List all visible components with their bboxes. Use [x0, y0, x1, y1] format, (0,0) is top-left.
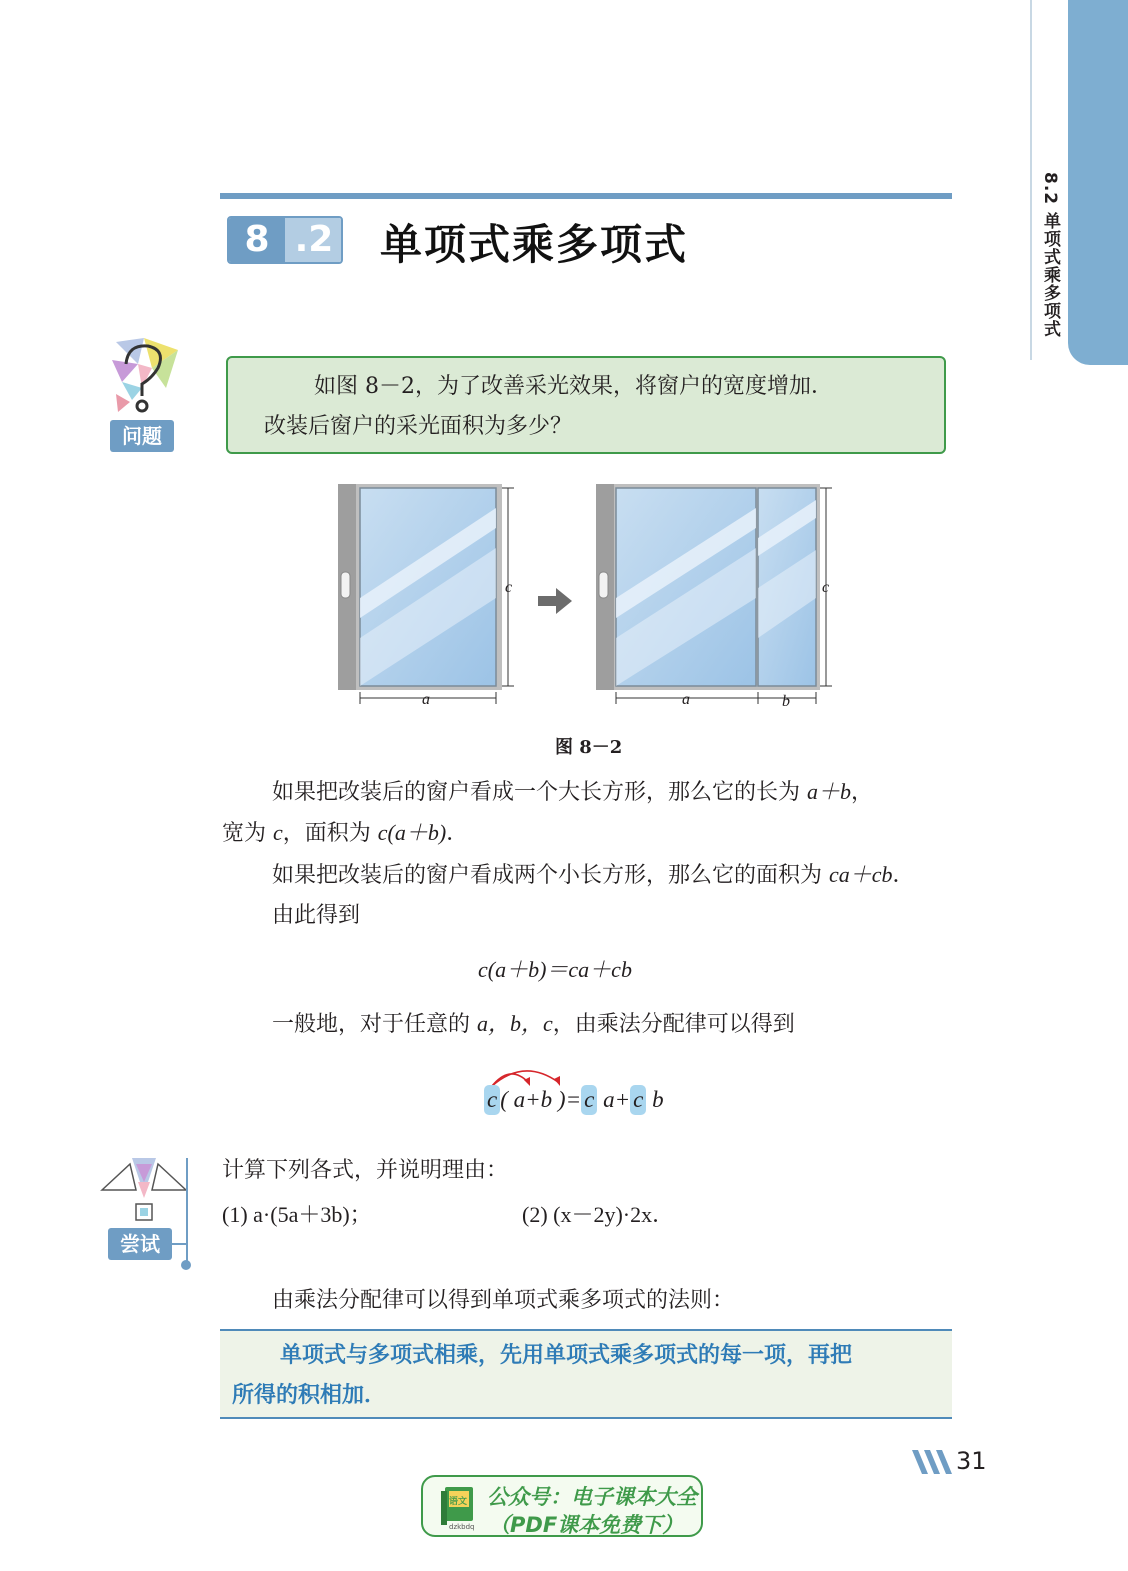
banner-line-1: 公众号：电子课本大全	[487, 1485, 697, 1509]
question-icon	[108, 338, 180, 418]
hl-c2: c	[581, 1085, 597, 1115]
page-marker-icon	[912, 1450, 952, 1474]
paragraph-3: 由此得到	[272, 903, 361, 928]
formula-distributive: c(a＋b)＝ca＋cb	[478, 957, 632, 982]
p1a-math: a＋b	[807, 779, 852, 804]
p1b-text-mid: ，面积为	[282, 821, 378, 846]
banner-line-2: （PDF课本免费下）	[489, 1513, 684, 1537]
side-tab-text: 8.2 单项式乘多项式	[1040, 172, 1060, 339]
paragraph-1a	[272, 777, 873, 808]
paragraph-2	[272, 860, 915, 891]
exercise-item-2: (2) (x－2y)·2x．	[522, 1202, 675, 1227]
try-vertical-rule	[186, 1158, 188, 1262]
try-connector	[172, 1243, 188, 1245]
rule-line-1: 单项式与多项式相乘，先用单项式乘多项式的每一项，再把	[280, 1343, 853, 1368]
f2-b2: b	[652, 1087, 664, 1112]
book-icon-text: 语文	[449, 1497, 468, 1507]
label-a-right: a	[682, 691, 690, 708]
p1b-math: c(a＋b)	[377, 820, 447, 845]
side-divider	[1030, 0, 1032, 360]
p4-text-post: ，由乘法分配律可以得到	[552, 1012, 795, 1037]
p1a-punct: ，	[851, 780, 874, 805]
p1b-punct: ．	[446, 821, 469, 846]
page-number: 31	[956, 1447, 987, 1475]
footer-banner	[421, 1475, 703, 1537]
f2-plus1: +	[525, 1087, 541, 1112]
label-c-left: c	[505, 579, 513, 596]
window-enlarged	[596, 484, 820, 690]
f2-open: (	[500, 1087, 508, 1112]
question-badge: 问题	[110, 420, 174, 452]
f2-plus2: +	[614, 1087, 631, 1112]
paragraph-4	[272, 1009, 795, 1040]
label-c-right: c	[822, 579, 830, 596]
book-icon	[435, 1483, 483, 1531]
p2-text: 如果把改装后的窗户看成两个小长方形，那么它的面积为	[272, 863, 829, 888]
p4-vars: a，b，c	[477, 1011, 553, 1036]
try-icon	[100, 1154, 190, 1224]
question-box	[226, 356, 946, 454]
p4-text: 一般地，对于任意的	[272, 1012, 477, 1037]
paragraph-5: 由乘法分配律可以得到单项式乘多项式的法则：	[272, 1288, 735, 1313]
f2-b: b	[540, 1087, 553, 1112]
question-line-2: 改装后窗户的采光面积为多少？	[264, 414, 573, 439]
paragraph-1b	[222, 818, 468, 849]
try-badge: 尝试	[108, 1228, 172, 1260]
try-rule-dot	[181, 1260, 191, 1270]
window-original	[338, 484, 502, 690]
section-number	[227, 216, 343, 264]
rule-box	[220, 1329, 952, 1419]
p1b-text: 宽为	[222, 821, 273, 846]
section-title: 单项式乘多项式	[380, 220, 689, 269]
label-b-right: b	[782, 693, 790, 710]
exercise-item-1: (1) a·(5a＋3b)；	[222, 1202, 372, 1227]
section-number-major: 8	[229, 218, 285, 262]
figure-caption: 图 8－2	[555, 737, 623, 758]
arrow-right-icon	[538, 588, 572, 614]
section-number-minor: .2	[285, 218, 343, 262]
header-rule	[220, 193, 952, 199]
hl-c1: c	[484, 1085, 500, 1115]
hl-c3: c	[630, 1085, 646, 1115]
formula-highlighted	[484, 1085, 664, 1115]
p2-math: ca＋cb	[829, 862, 893, 887]
f2-a: a	[513, 1087, 526, 1112]
question-line-1: 如图 8－2，为了改善采光效果，将窗户的宽度增加．	[314, 374, 833, 399]
exercise-intro: 计算下列各式，并说明理由：	[222, 1158, 509, 1183]
chapter-side-tab	[1068, 0, 1128, 365]
p2-punct: ．	[892, 863, 915, 888]
p1b-var: c	[273, 820, 283, 845]
window-figure	[330, 478, 840, 714]
f2-a2: a	[603, 1087, 615, 1112]
book-icon-subtext: dzkbdq	[449, 1523, 475, 1531]
p1a-text: 如果把改装后的窗户看成一个大长方形，那么它的长为	[272, 780, 807, 805]
label-a-left: a	[422, 691, 430, 708]
f2-close-eq: )=	[557, 1087, 582, 1112]
rule-line-2: 所得的积相加．	[232, 1383, 387, 1408]
